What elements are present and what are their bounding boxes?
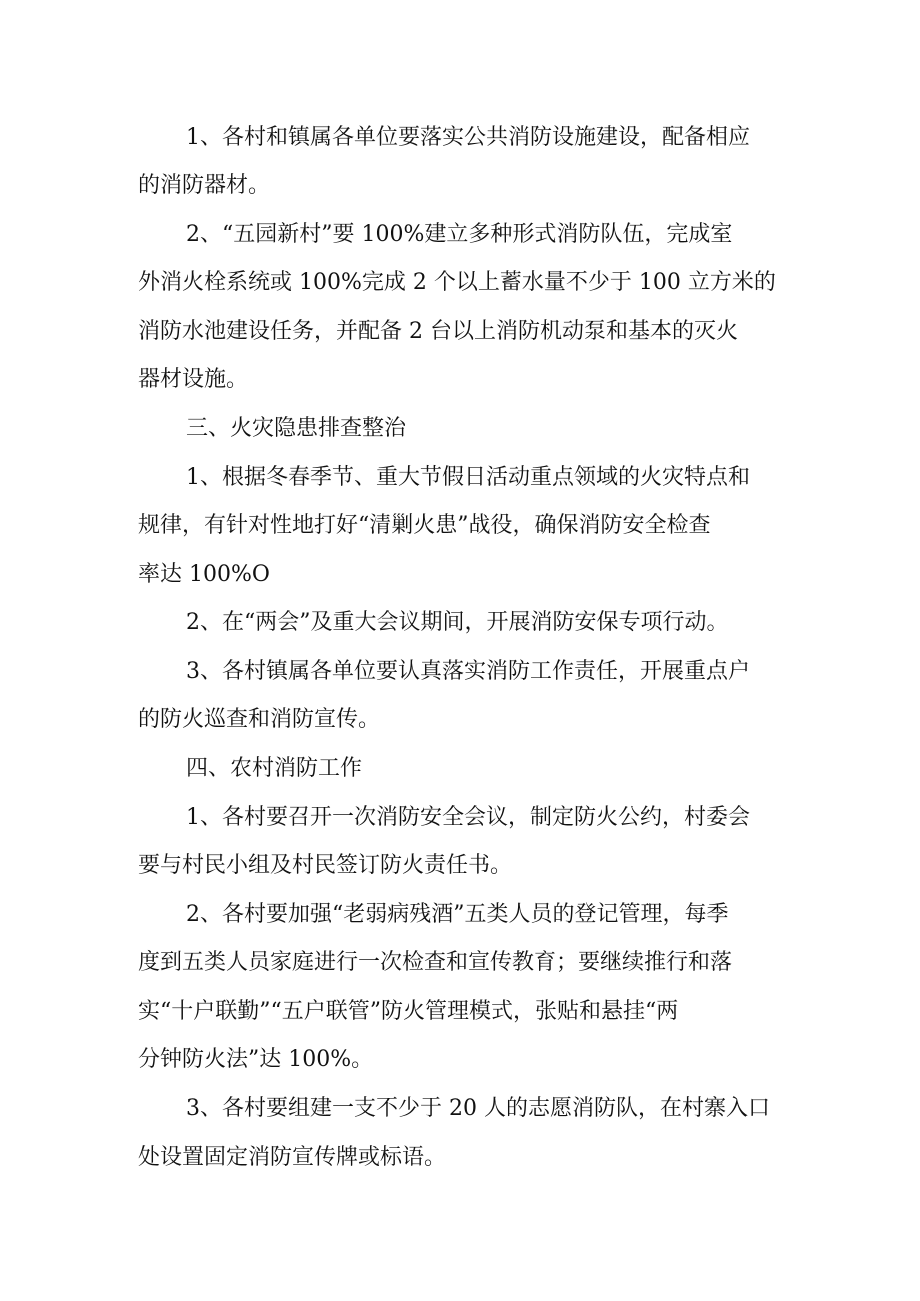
para-6-line-1: 1、各村要召开一次消防安全会议，制定防火公约，村委会 [186, 805, 750, 830]
para-7-line-1: 2、各村要加强“老弱病残酒”五类人员的登记管理，每季 [186, 902, 729, 927]
para-2-line-4: 器材设施。 [138, 367, 249, 392]
section-heading-4: 四、农村消防工作 [186, 756, 363, 781]
para-7-line-4: 分钟防火法”达 100%。 [138, 1047, 374, 1072]
para-3-line-3: 率达 100%O [138, 562, 270, 587]
para-2-line-2: 外消火栓系统或 100%完成 2 个以上蓄水量不少于 100 立方米的 [138, 270, 776, 295]
section-heading-3: 三、火灾隐患排查整治 [186, 416, 407, 441]
para-3-line-1: 1、根据冬春季节、重大节假日活动重点领域的火灾特点和 [186, 465, 750, 490]
para-5-line-1: 3、各村镇属各单位要认真落实消防工作责任，开展重点户 [186, 659, 750, 684]
para-7-line-2: 度到五类人员家庭进行一次检查和宣传教育；要继续推行和落 [138, 950, 733, 975]
para-8-line-2: 处设置固定消防宣传牌或标语。 [138, 1145, 447, 1170]
para-2-line-1: 2、“五园新村”要 100%建立多种形式消防队伍，完成室 [186, 222, 733, 247]
para-3-line-2: 规律，有针对性地打好“清剿火患”战役，确保消防安全检查 [138, 513, 711, 538]
para-7-line-3: 实“十户联勤”“五户联管”防火管理模式，张贴和悬挂“两 [138, 999, 679, 1024]
para-4-line-1: 2、在“两会”及重大会议期间，开展消防安保专项行动。 [186, 610, 729, 635]
para-8-line-1: 3、各村要组建一支不少于 20 人的志愿消防队，在村寨入口 [186, 1096, 770, 1121]
para-5-line-2: 的防火巡查和消防宣传。 [138, 707, 381, 732]
para-1-line-2: 的消防器材。 [138, 173, 271, 198]
para-1-line-1: 1、各村和镇属各单位要落实公共消防设施建设，配备相应 [186, 125, 750, 150]
para-6-line-2: 要与村民小组及村民签订防火责任书。 [138, 853, 513, 878]
para-2-line-3: 消防水池建设任务，并配备 2 台以上消防机动泵和基本的灭火 [138, 319, 738, 344]
